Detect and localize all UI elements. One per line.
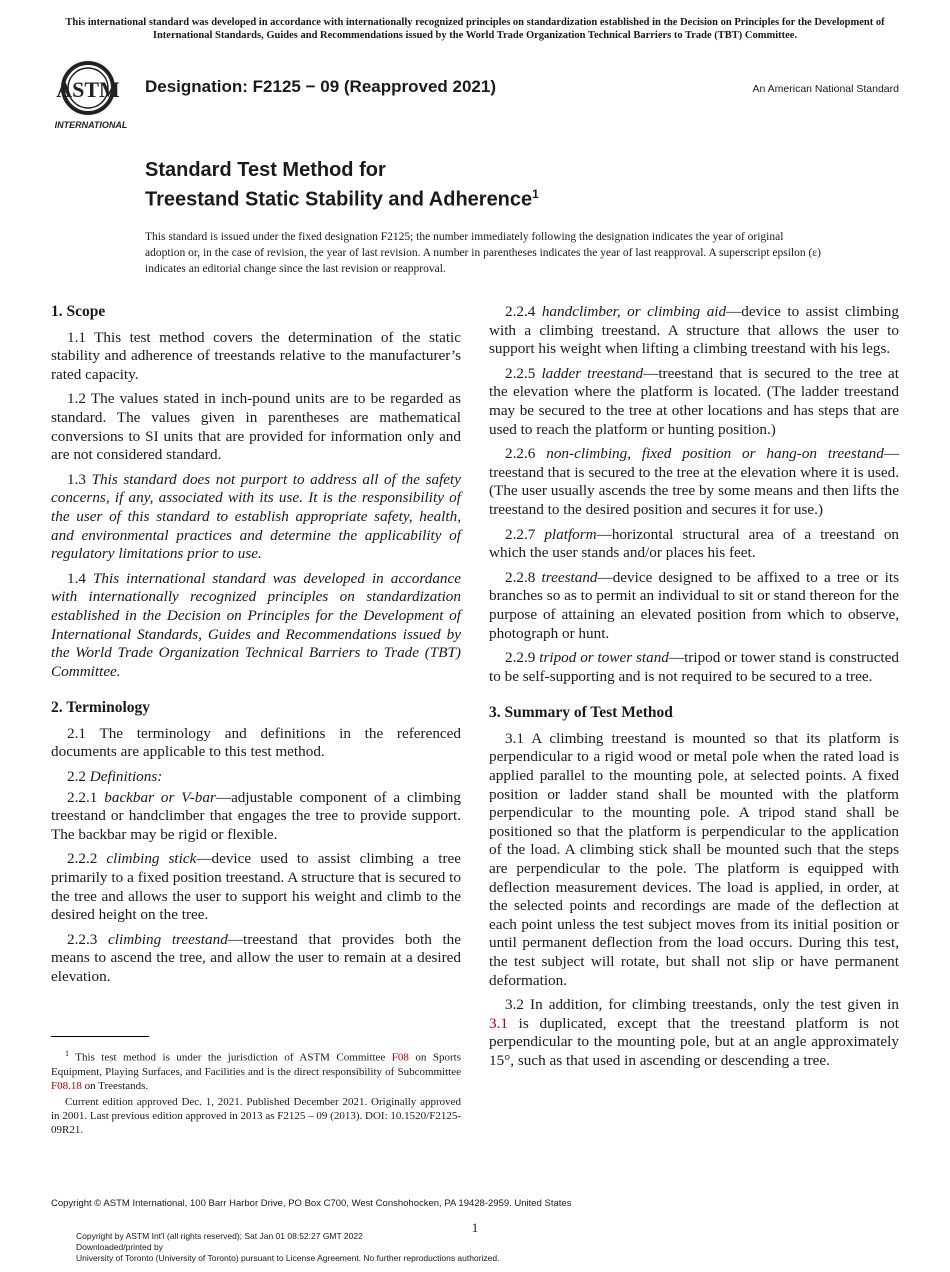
def-2-2-4: 2.2.4 handclimber, or climbing aid—device to assist climbing with a climbing treestand. A structure that allows the user to support his weight when lifting a climbing treestand with his legs. <box>489 303 899 358</box>
footnote <box>51 1047 461 1137</box>
def-2-2-6: 2.2.6 non-climbing, fixed position or hang-on treestand—treestand that is secured to the tree at the elevation where it is used. (The user usually ascends the tree by some means and then lifts the treestand to the desired position and secures it for use.) <box>489 445 900 518</box>
astm-logo <box>52 58 136 132</box>
para-1-3: 1.3 This standard does not purport to address all of the safety concerns, if any, associated with its use. It is the responsibility of the user of this standard to establish appropriate safety, health, and environmental practices and determine the applicability of regulatory limitations prior to use. <box>51 470 462 563</box>
para-1-2: 1.2 The values stated in inch-pound units are to be regarded as standard. The values given in parentheses are mathematical conversions to SI units that are provided for information only and are not considered standard. <box>51 390 461 464</box>
summary-heading: 3. Summary of Test Method <box>489 704 673 722</box>
designation: Designation: F2125 − 09 (Reapproved 2021) <box>145 77 496 96</box>
def-2-2-9: 2.2.9 tripod or tower stand—tripod or tower stand is constructed to be self-supporting and is not required to be secured to a tree. <box>489 649 899 685</box>
subcommittee-f08-18-link[interactable]: F08.18 <box>51 1079 82 1092</box>
para-2-2: 2.2 Definitions: <box>67 768 163 786</box>
terminology-heading: 2. Terminology <box>51 699 151 717</box>
para-1-1: 1.1 This test method covers the determination of the static stability and adherence of treestands relative to the manufacturer’s rated capacity. <box>51 328 461 383</box>
title-line2: Treestand Static Stability and Adherence <box>145 188 533 211</box>
header-notice: This international standard was developed in accordance with internationally recognized principles on standardization established in the Decision on Principles for the Development of International Standards, Guides and Recommendations issued by the World Trade Organization Technical Barriers to Trade (TBT) Committee. <box>65 17 885 41</box>
para-3-2: 3.2 In addition, for climbing treestands, only the test given in 3.1 is duplicated, except that the treestand platform is not perpendicular to the mounting pole, but at an angle approximately 15°, such as that used in ascending or descending a tree. <box>489 996 899 1069</box>
def-2-2-7: 2.2.7 platform—horizontal structural area of a treestand on which the user stands and/or places his feet. <box>489 525 900 562</box>
logo-text: ASTM <box>56 77 120 102</box>
page-title <box>145 158 539 212</box>
footnote-1: $^1$ This test method is under the jurisdiction of ASTM Committee F08 on Sports Equipment, Playing Surfaces, and Facilities and is the direct responsibility of Subcommittee F08.18 on Treestands. <box>51 1049 461 1092</box>
title-line1: Standard Test Method for <box>145 159 386 181</box>
astm-logo-icon <box>52 58 136 132</box>
def-2-2-2: 2.2.2 climbing stick—device used to assist climbing a tree primarily to a fixed position treestand. A structure that is secured to the tree and allows the user to support his weight and climb to the desired height on the tree. <box>51 850 462 924</box>
page-number: 1 <box>471 1220 479 1235</box>
committee-f08-link[interactable]: F08 <box>391 1051 409 1064</box>
def-2-2-1: 2.2.1 backbar or V-bar—adjustable component of a climbing treestand or handclimber that engages the tree to provide support. The backbar may be rigid or flexible. <box>51 788 461 843</box>
logo-subtext: INTERNATIONAL <box>54 120 128 130</box>
footnote-divider <box>51 1036 149 1037</box>
scope-heading: 1. Scope <box>51 303 106 320</box>
section-3-1-link[interactable]: 3.1 <box>489 1014 508 1032</box>
american-national-standard: An American National Standard <box>752 83 899 95</box>
right-column <box>489 303 899 1077</box>
copyright: Copyright © ASTM International, 100 Barr Harbor Drive, PO Box C700, West Conshohocken, PA 19428-2959. United States <box>51 1198 572 1209</box>
para-3-1: 3.1 A climbing treestand is mounted so that its platform is perpendicular to a rigid wood or metal pole when the rated load is applied parallel to the mounting pole, at selected points. A fixed position or ladder stand shall be mounted with the platform perpendicular to the mounting pole. A tripod stand shall be positioned so that the platform is perpendicular to the application of the load. A climbing stick shall be mounted such that the steps are perpendicular to the pole. The platform is equipped with deflection measurement devices. The load is applied, in order, at the selected points and recordings are made of the deflection at each point unless the test subject moves from its initial position or until permanent deflection from the load occurs. During this test, the test subject will rotate, but shall not slip or have permanent deformation. <box>489 729 899 989</box>
def-2-2-8: 2.2.8 treestand—device designed to be affixed to a tree or its branches so as to permit an individual to sit or stand thereon for the purpose of attaining an elevated position from which to observe, photograph or hunt. <box>489 568 900 642</box>
title-footnote-ref: 1 <box>532 187 539 201</box>
def-2-2-5: 2.2.5 ladder treestand—treestand that is secured to the tree at the elevation where the platform is located. (The ladder treestand may be secured to the tree at other locations and has steps that are used to reach the platform or hunting position.) <box>489 364 900 438</box>
issued-note: This standard is issued under the fixed designation F2125; the number immediately following the designation indicates the year of original adoption or, in the case of revision, the year of last revision. A number in parentheses indicates the year of last reapproval. A superscript epsilon (ε) indicates an editorial change since the last revision or reapproval. <box>145 231 821 275</box>
para-2-1: 2.1 The terminology and definitions in the referenced documents are applicable to this test method. <box>51 724 461 761</box>
left-column <box>51 303 461 993</box>
download-info: Copyright by ASTM Int'l (all rights reserved); Sat Jan 01 08:52:27 GMT 2022 Downloaded/printed by University of Toronto (University of Toronto) pursuant to License Agreement. No further reproductions authorized. <box>76 1231 500 1263</box>
def-2-2-3: 2.2.3 climbing treestand—treestand that provides both the means to ascend the tree, and allow the user to remain at a desired elevation. <box>51 930 462 985</box>
footnote-edition: Current edition approved Dec. 1, 2021. Published December 2021. Originally approved in 2001. Last previous edition approved in 2013 as F2125 – 09 (2013). DOI: 10.1520/F2125-09R21. <box>51 1095 461 1136</box>
para-1-4: 1.4 This international standard was developed in accordance with internationally recognized principles on standardization established in the Decision on Principles for the Development of International Standards, Guides and Recommendations issued by the World Trade Organization Technical Barriers to Trade (TBT) Committee. <box>51 569 462 680</box>
